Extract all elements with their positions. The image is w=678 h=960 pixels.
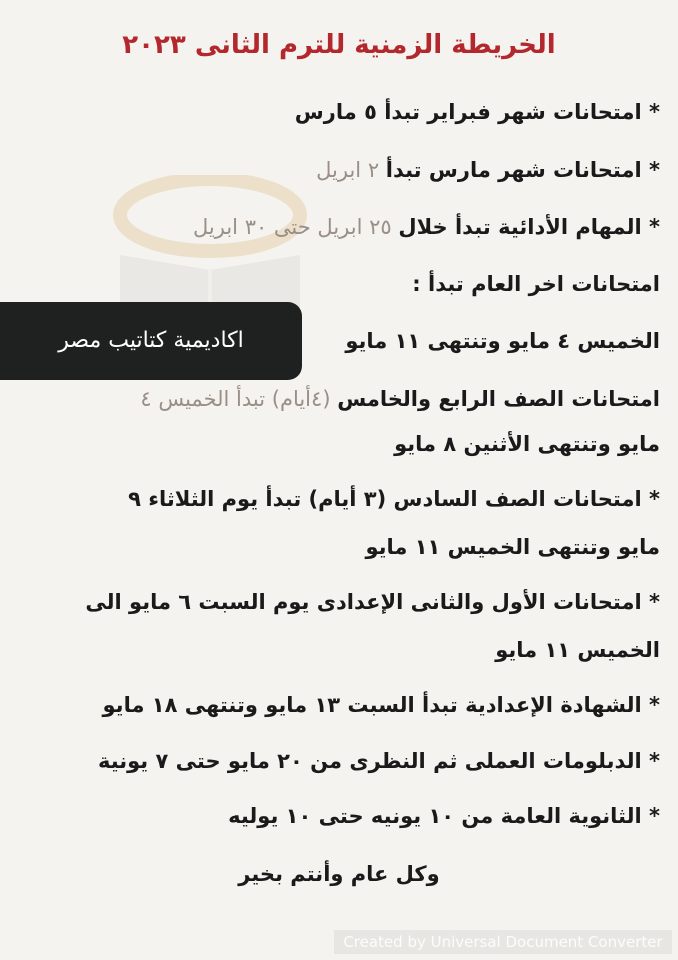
schedule-line-2: * امتحانات شهر مارس تبدأ ٢ ابريل bbox=[316, 158, 660, 182]
converter-watermark: Created by Universal Document Converter bbox=[334, 930, 672, 954]
schedule-line-6: * امتحانات الصف السادس (٣ أيام) تبدأ يوم الثلاثاء ٩ bbox=[128, 487, 660, 511]
schedule-line-5: امتحانات الصف الرابع والخامس (٤أيام) تبدأ الخميس ٤ bbox=[140, 387, 660, 411]
page-title: الخريطة الزمنية للترم الثانى ٢٠٢٣ bbox=[122, 30, 556, 60]
schedule-line-9: * الدبلومات العملى ثم النظرى من ٢٠ مايو حتى ٧ يونية bbox=[97, 749, 660, 773]
schedule-line-1: * امتحانات شهر فبراير تبدأ ٥ مارس bbox=[294, 100, 660, 124]
schedule-line-5b: مايو وتنتهى الأثنين ٨ مايو bbox=[394, 432, 660, 456]
closing-greeting: وكل عام وأنتم بخير bbox=[238, 862, 440, 886]
schedule-line-7b: الخميس ١١ مايو bbox=[495, 638, 660, 662]
schedule-line-10: * الثانوية العامة من ١٠ يونيه حتى ١٠ يوليه bbox=[228, 804, 660, 828]
schedule-line-3: * المهام الأدائية تبدأ خلال ٢٥ ابريل حتى ٣٠ ابريل bbox=[192, 215, 660, 239]
schedule-line-4: الخميس ٤ مايو وتنتهى ١١ مايو bbox=[345, 329, 660, 353]
schedule-line-7: * امتحانات الأول والثانى الإعدادى يوم السبت ٦ مايو الى bbox=[85, 590, 660, 614]
schedule-line-6b: مايو وتنتهى الخميس ١١ مايو bbox=[365, 535, 660, 559]
schedule-heading: امتحانات اخر العام تبدأ : bbox=[412, 272, 660, 296]
academy-label-banner: اكاديمية كتاتيب مصر bbox=[0, 302, 302, 380]
schedule-line-8: * الشهادة الإعدادية تبدأ السبت ١٣ مايو وتنتهى ١٨ مايو bbox=[102, 693, 660, 717]
